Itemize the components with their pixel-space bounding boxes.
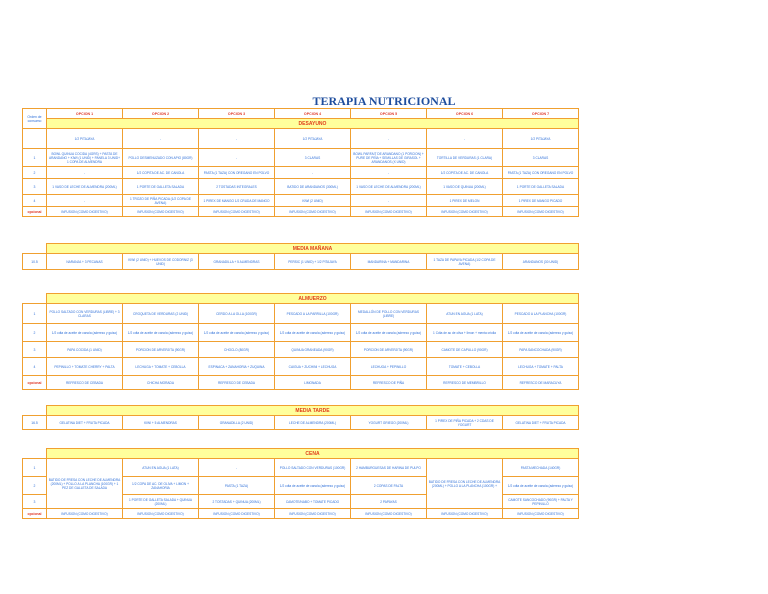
meal-cell: 3 CLARAS	[275, 149, 351, 167]
meal-cell: 1/2 cdta de aceite de canola (aderezo y guiso)	[275, 477, 351, 495]
meal-cell: GELATINA DIET + FRUTA PICADA	[47, 416, 123, 430]
table-row	[23, 254, 579, 270]
row-order-label: 4	[23, 358, 47, 376]
meal-cell: ARANDANOS (30 UNID)	[503, 254, 579, 270]
table-row	[23, 358, 579, 376]
meal-cell: 1/2 COPITA DE AC. DE CANOLA	[123, 167, 199, 179]
meal-cell: BOWL PARFAIT DE ARANDANO (1 PORCION) + PURE DE PIÑA + SEMILLAS DE GIRASOL + ARANDANOS (X UNID)	[351, 149, 427, 167]
meal-cell: -	[351, 195, 427, 207]
meal-cell: 1/2 PITAJAYA	[275, 129, 351, 149]
meal-cell: PORCION DE ARVERJITA (90GR)	[123, 342, 199, 358]
meal-cell: 1 PIREX DE MANGO 1/2 CRUDA DE MANGO	[199, 195, 275, 207]
meal-cell: REFRESCO DE PIÑA	[351, 376, 427, 390]
meal-cell: INFUSION (COMO DIGESTIVO)	[199, 207, 275, 217]
meal-cell: 1/2 COPITA DE AC. DE CANOLA	[427, 167, 503, 179]
meal-cell: BATIDO DE ARANDANOS (300ML)	[275, 179, 351, 195]
meal-cell: MANDARINA + MANDARINA	[351, 254, 427, 270]
option-header: OPCION 1	[47, 109, 123, 119]
meal-cell: YOGURT GRIEGO (200ML)	[351, 416, 427, 430]
meal-cell: PASTA (1 TAZA) CON OREGANO EN POLVO	[503, 167, 579, 179]
corner-label: Orden de consumo	[23, 109, 47, 129]
meal-cell: CHOCLO (80GR)	[199, 342, 275, 358]
row-order-label: opcional	[23, 376, 47, 390]
meal-cell: CERDO A LA OLLA (100GR)	[199, 304, 275, 324]
meal-cell: PESCADO A LA PLANCHA (100GR)	[503, 304, 579, 324]
meal-cell: 1 PIREX DE MELON	[427, 195, 503, 207]
desayuno-table	[22, 108, 579, 217]
table-row	[23, 342, 579, 358]
meal-cell: 1 PIREX DE PIÑA PICADA + 2 CDAS DE YOGURT	[427, 416, 503, 430]
meal-cell: -	[47, 195, 123, 207]
meal-cell: PAPA COCIDA (1 UNID)	[47, 342, 123, 358]
meal-cell: INFUSION (COMO DIGESTIVO)	[275, 207, 351, 217]
meal-cell: PORCION DE ARVERJITA (90GR)	[351, 342, 427, 358]
table-row	[23, 324, 579, 342]
meal-cell: 1/2 PITAJAYA	[47, 129, 123, 149]
meal-cell: QUINUA GRANEADA (90GR)	[275, 342, 351, 358]
meal-cell: 1/2 PITAJAYA	[503, 129, 579, 149]
meal-cell: PERSIC (1 UNID) + 1/2 PITAJAYA	[275, 254, 351, 270]
row-order-label: 2	[23, 324, 47, 342]
meal-cell: LECHUGA + TOMATE + CEBOLLA	[123, 358, 199, 376]
meal-cell: -	[199, 149, 275, 167]
section-title-almuerzo: ALMUERZO	[47, 294, 579, 304]
meal-cell: -	[123, 129, 199, 149]
meal-cell: GRANADILLA + 5 ALMENDRAS	[199, 254, 275, 270]
meal-cell: CHICHA MORADA	[123, 376, 199, 390]
meal-cell: INFUSION (COMO DIGESTIVO)	[351, 207, 427, 217]
section-title-cena: CENA	[47, 449, 579, 459]
meal-cell: ATUN EN AGUA (1 LATA)	[123, 459, 199, 477]
meal-cell: REFRESCO DE CEBADA	[199, 376, 275, 390]
meal-cell: CAIGUA + ZUCHINI + LECHUGA	[275, 358, 351, 376]
meal-cell: TOMATE + CEBOLLA	[427, 358, 503, 376]
meal-cell: 1 TROZO DE PIÑA PICADA (1/2 COPA DE AVENA)	[123, 195, 199, 207]
meal-cell: 2 TOSTADAS INTEGRALES	[199, 179, 275, 195]
row-order-label: 1	[23, 459, 47, 477]
meal-cell: 2 HAMBURGUESAS DE HARINA DE PULPO	[351, 459, 427, 477]
meal-cell: 1/2 COPA DE AC. DE OLIVA + LIMON + ZANAHORIA	[123, 477, 199, 495]
meal-cell: NARANJA + 3 PECANAS	[47, 254, 123, 270]
meal-cell: 1 TAZA DE PAPAYA PICADA (1/2 COPA DE AVENA)	[427, 254, 503, 270]
meal-cell: POLLO DESMENUZADO CON APIO (80GR)	[123, 149, 199, 167]
meal-cell: -	[275, 167, 351, 179]
meal-cell: 2 COPAS DE PALTA	[351, 477, 427, 495]
meal-cell: 1/2 cdta de aceite de canola (aderezo y guiso)	[351, 324, 427, 342]
section-title-desayuno: DESAYUNO	[47, 119, 579, 129]
meal-cell: 1 PIREX DE MANGO PICADO	[503, 195, 579, 207]
meal-cell: -	[199, 129, 275, 149]
meal-cell: BOWL QUINUA COCIDA (4GRS) + PASTA DE ARANDANO + KIWI (1 UNID) + PANELA 3 UNID+ 1 COPA DE ALMENDRA	[47, 149, 123, 167]
row-order-label: 1	[23, 304, 47, 324]
meal-cell: CAMOTE SANCOCHADO (90GR) + PALTA Y PEPINILLO	[503, 495, 579, 509]
meal-cell: PASTA (1 TAZA) CON OREGANO EN POLVO	[199, 167, 275, 179]
meal-cell: 1 PORTE DE GALLETA SALADA + QUINUA (200ML)	[123, 495, 199, 509]
media-manana-table	[22, 243, 579, 270]
meal-cell: INFUSION (COMO DIGESTIVO)	[47, 509, 123, 519]
meal-cell: 2 TOSTADAS + QUINUA (200ML)	[199, 495, 275, 509]
row-order-label: 3	[23, 495, 47, 509]
meal-cell: KIWI (2 UNID) + HUEVOS DE CODORNIZ (3 UNID)	[123, 254, 199, 270]
row-order-label: 1	[23, 149, 47, 167]
table-row	[23, 179, 579, 195]
meal-cell: 1 VASO DE QUINUA (200ML)	[427, 179, 503, 195]
meal-cell: CROQUETA DE VERDURAS (2 UNID)	[123, 304, 199, 324]
meal-cell: 1/2 cdta de aceite de canola (aderezo y guiso)	[123, 324, 199, 342]
meal-cell: PAPA SANCOCHADA (90GR)	[503, 342, 579, 358]
option-header: OPCION 3	[199, 109, 275, 119]
row-order-label: 2	[23, 167, 47, 179]
meal-cell: GELATINA DIET + FRUTA PICADA	[503, 416, 579, 430]
meal-cell: REFRESCO DE MEMBRILLO	[427, 376, 503, 390]
meal-cell: -	[427, 129, 503, 149]
option-header: OPCION 6	[427, 109, 503, 119]
meal-cell: PEPINILLO + TOMATE CHERRY + PALTA	[47, 358, 123, 376]
meal-cell: MEDALLÓN DE POLLO CON VERDURAS (LIBRE)	[351, 304, 427, 324]
table-row	[23, 167, 579, 179]
meal-cell: POLLO SALTADO CON VERDURAS (LIBRE) + 3 CLARAS	[47, 304, 123, 324]
meal-cell: KIWI + 5 ALMENDRAS	[123, 416, 199, 430]
section-title-media-manana: MEDIA MAÑANA	[47, 244, 579, 254]
meal-cell: REFRESCO DE MARACUYA	[503, 376, 579, 390]
row-order-label: opcional	[23, 207, 47, 217]
meal-cell: INFUSION (COMO DIGESTIVO)	[47, 207, 123, 217]
table-row	[23, 207, 579, 217]
media-tarde-table	[22, 405, 579, 430]
row-order-label: 10.5	[23, 254, 47, 270]
meal-cell: 1 PORTE DE GALLETA SALADA	[503, 179, 579, 195]
option-header: OPCION 7	[503, 109, 579, 119]
meal-cell: PASTA (1 TAZA)	[199, 477, 275, 495]
meal-cell: LECHUGA + TOMATE + PALTA	[503, 358, 579, 376]
meal-cell: 1/2 cdta de aceite de canola (aderezo y guiso)	[47, 324, 123, 342]
meal-cell: ATUN EN AGUA (1 LATA)	[427, 304, 503, 324]
meal-cell: 1/2 cdta de aceite de canola (aderezo y guiso)	[199, 324, 275, 342]
table-row	[23, 195, 579, 207]
row-order-label: 3	[23, 342, 47, 358]
table-row	[23, 416, 579, 430]
meal-cell: 1/2 cdta de aceite de canola (aderezo y guiso)	[275, 324, 351, 342]
table-row	[23, 149, 579, 167]
option-header: OPCION 5	[351, 109, 427, 119]
meal-cell: CAMOTE/NABO + TOMATE PICADO	[275, 495, 351, 509]
meal-cell: 3 CLARAS	[503, 149, 579, 167]
meal-cell: 2 PAPAYAS	[351, 495, 427, 509]
option-header: OPCION 4	[275, 109, 351, 119]
meal-cell: PASTA MECHADA (140GR)	[503, 459, 579, 477]
meal-cell: INFUSION (COMO DIGESTIVO)	[351, 509, 427, 519]
meal-cell: LECHUGA + PEPINILLO	[351, 358, 427, 376]
row-order-label: 4	[23, 195, 47, 207]
meal-cell: INFUSION (COMO DIGESTIVO)	[503, 207, 579, 217]
meal-cell: INFUSION (COMO DIGESTIVO)	[427, 509, 503, 519]
meal-cell: ESPINACA + ZANAHORIA + ZUQUINA	[199, 358, 275, 376]
merged-meal-cell: BATIDO DE FRESA CON LECHE DE ALMENDRA (200ML) + POLLO A LA PLANCHA (100GR) + 1 PEZ DE GALLETA DE SALADA	[47, 459, 123, 509]
meal-cell: INFUSION (COMO DIGESTIVO)	[503, 509, 579, 519]
row-order-label: 2	[23, 477, 47, 495]
meal-cell: TORTILLA DE VERDURAS (1 CLARA)	[427, 149, 503, 167]
meal-cell: INFUSION (COMO DIGESTIVO)	[427, 207, 503, 217]
meal-cell: -	[199, 459, 275, 477]
meal-cell: INFUSION (COMO DIGESTIVO)	[199, 509, 275, 519]
meal-cell: 1 PORTE DE GALLETA SALADA	[123, 179, 199, 195]
meal-cell: REFRESCO DE CEBADA	[47, 376, 123, 390]
meal-cell: LECHE DE ALMENDRA (200ML)	[275, 416, 351, 430]
row-order-label: opcional	[23, 509, 47, 519]
table-row	[23, 129, 579, 149]
meal-cell: 1/2 cdta de aceite de canola (aderezo y guiso)	[503, 477, 579, 495]
row-order-label	[23, 129, 47, 149]
meal-cell: -	[351, 129, 427, 149]
section-title-media-tarde: MEDIA TARDE	[47, 406, 579, 416]
table-row	[23, 459, 579, 477]
almuerzo-table	[22, 293, 579, 390]
row-order-label: 3	[23, 179, 47, 195]
meal-cell: 1 Cdta de ac de oliva + limon + menta criolla	[427, 324, 503, 342]
meal-cell: 1 VASO DE LECHE DE ALMENDRA (200ML)	[351, 179, 427, 195]
meal-cell: CAMOTE DE CAPULLO (90GR)	[427, 342, 503, 358]
table-row	[23, 376, 579, 390]
table-row	[23, 509, 579, 519]
meal-cell: LIMONADA	[275, 376, 351, 390]
option-header: OPCION 2	[123, 109, 199, 119]
page-title: TERAPIA NUTRICIONAL	[312, 94, 456, 108]
cena-table	[22, 448, 579, 519]
table-row	[23, 304, 579, 324]
meal-cell: 1 VASO DE LECHE DE ALMENDRA (200ML)	[47, 179, 123, 195]
meal-cell: INFUSION (COMO DIGESTIVO)	[275, 509, 351, 519]
meal-cell: INFUSION (COMO DIGESTIVO)	[123, 207, 199, 217]
meal-cell: 1/2 cdta de aceite de canola (aderezo y guiso)	[503, 324, 579, 342]
meal-cell: -	[47, 167, 123, 179]
merged-meal-cell: BATIDO DE FRESA CON LECHE DE ALMENDRA (200ML) + POLLO A LA PLANCHA (100GR) +	[427, 459, 503, 509]
row-order-label: 16.5	[23, 416, 47, 430]
meal-cell: POLLO SALTADO CON VERDURAS (100GR)	[275, 459, 351, 477]
meal-cell: KIWI (2 UNID)	[275, 195, 351, 207]
meal-cell: GRANADILLA (2 UNID)	[199, 416, 275, 430]
meal-cell: -	[351, 167, 427, 179]
meal-cell: PESCADO A LA PARRILLA (100GR)	[275, 304, 351, 324]
meal-cell: INFUSION (COMO DIGESTIVO)	[123, 509, 199, 519]
